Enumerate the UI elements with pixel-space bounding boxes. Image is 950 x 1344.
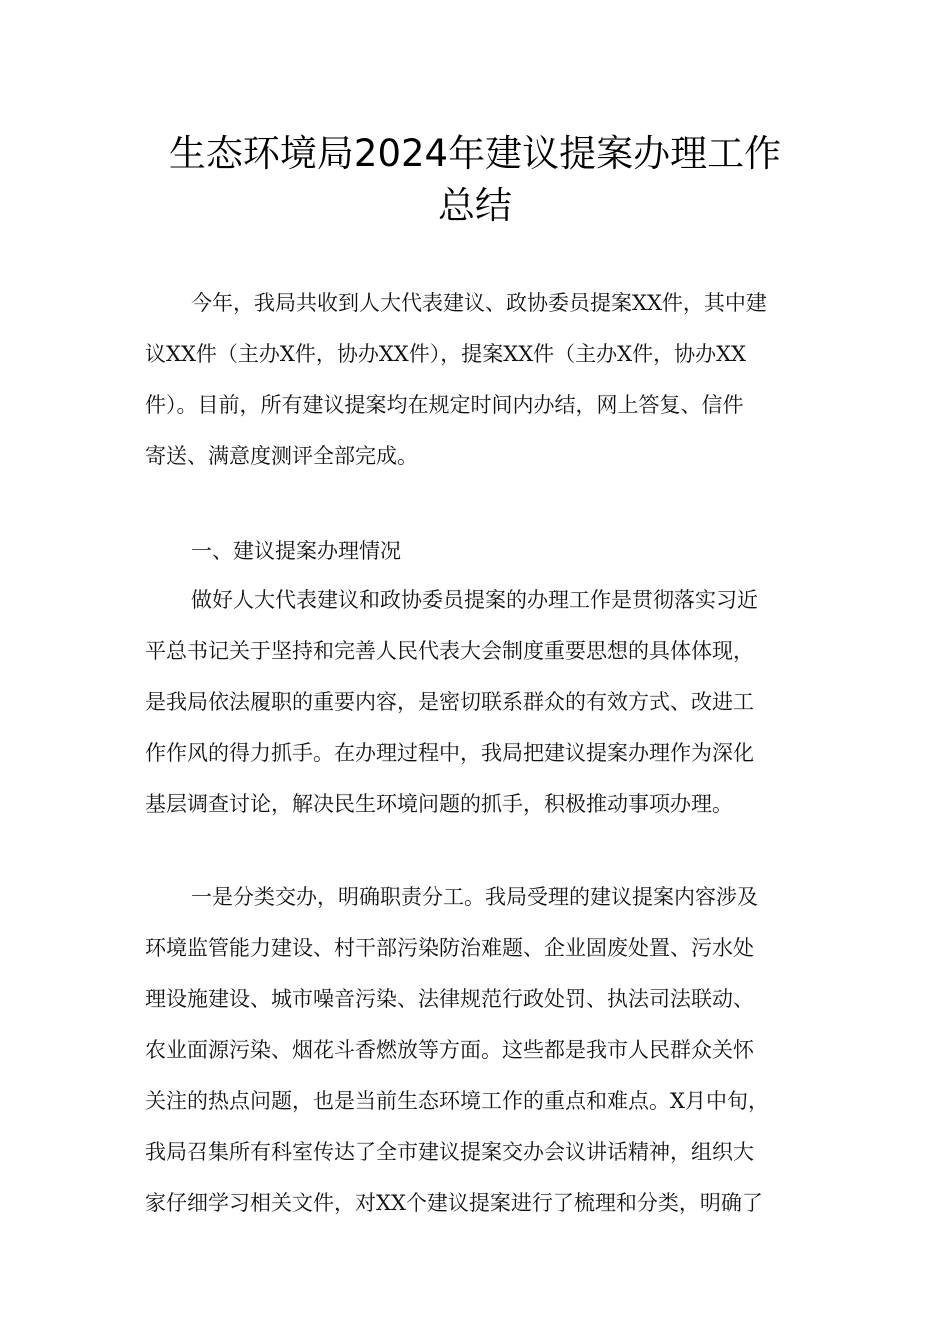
paragraph-line: 家仔细学习相关文件，对XX个建议提案进行了梳理和分类，明确了	[145, 1191, 763, 1215]
document-title-line-1: 生态环境局2024年建议提案办理工作	[168, 132, 782, 175]
paragraph-line: 议XX件（主办X件，协办XX件），提案XX件（主办X件，协办XX	[145, 342, 746, 366]
paragraph-line: 是我局依法履职的重要内容，是密切联系群众的有效方式、改进工	[145, 690, 754, 714]
section-heading-text: 一、建议提案办理情况	[191, 539, 401, 563]
paragraph-line: 农业面源污染、烟花斗香燃放等方面。这些都是我市人民群众关怀	[145, 1038, 754, 1062]
paragraph-line: 关注的热点问题，也是当前生态环境工作的重点和难点。X月中旬，	[145, 1089, 769, 1113]
paragraph-line: 平总书记关于坚持和完善人民代表大会制度重要思想的具体体现，	[145, 639, 754, 663]
paragraph-line: 基层调查讨论，解决民生环境问题的抓手，积极推动事项办理。	[145, 792, 733, 816]
paragraph-line: 一是分类交办，明确职责分工。我局受理的建议提案内容涉及	[191, 885, 758, 909]
paragraph-line: 作作风的得力抓手。在办理过程中，我局把建议提案办理作为深化	[145, 741, 754, 765]
paragraph-line: 理设施建设、城市噪音污染、法律规范行政处罚、执法司法联动、	[145, 987, 754, 1011]
document-title-line-2: 总结	[438, 184, 512, 227]
paragraph-line: 件）。目前，所有建议提案均在规定时间内办结，网上答复、信件	[145, 393, 744, 417]
paragraph-line: 寄送、满意度测评全部完成。	[145, 444, 418, 468]
paragraph-line: 做好人大代表建议和政协委员提案的办理工作是贯彻落实习近	[191, 588, 758, 612]
paragraph-line: 我局召集所有科室传达了全市建议提案交办会议讲话精神，组织大	[145, 1140, 754, 1164]
paragraph-line: 今年，我局共收到人大代表建议、政协委员提案XX件，其中建	[191, 291, 767, 315]
paragraph-line: 环境监管能力建设、村干部污染防治难题、企业固废处置、污水处	[145, 936, 754, 960]
